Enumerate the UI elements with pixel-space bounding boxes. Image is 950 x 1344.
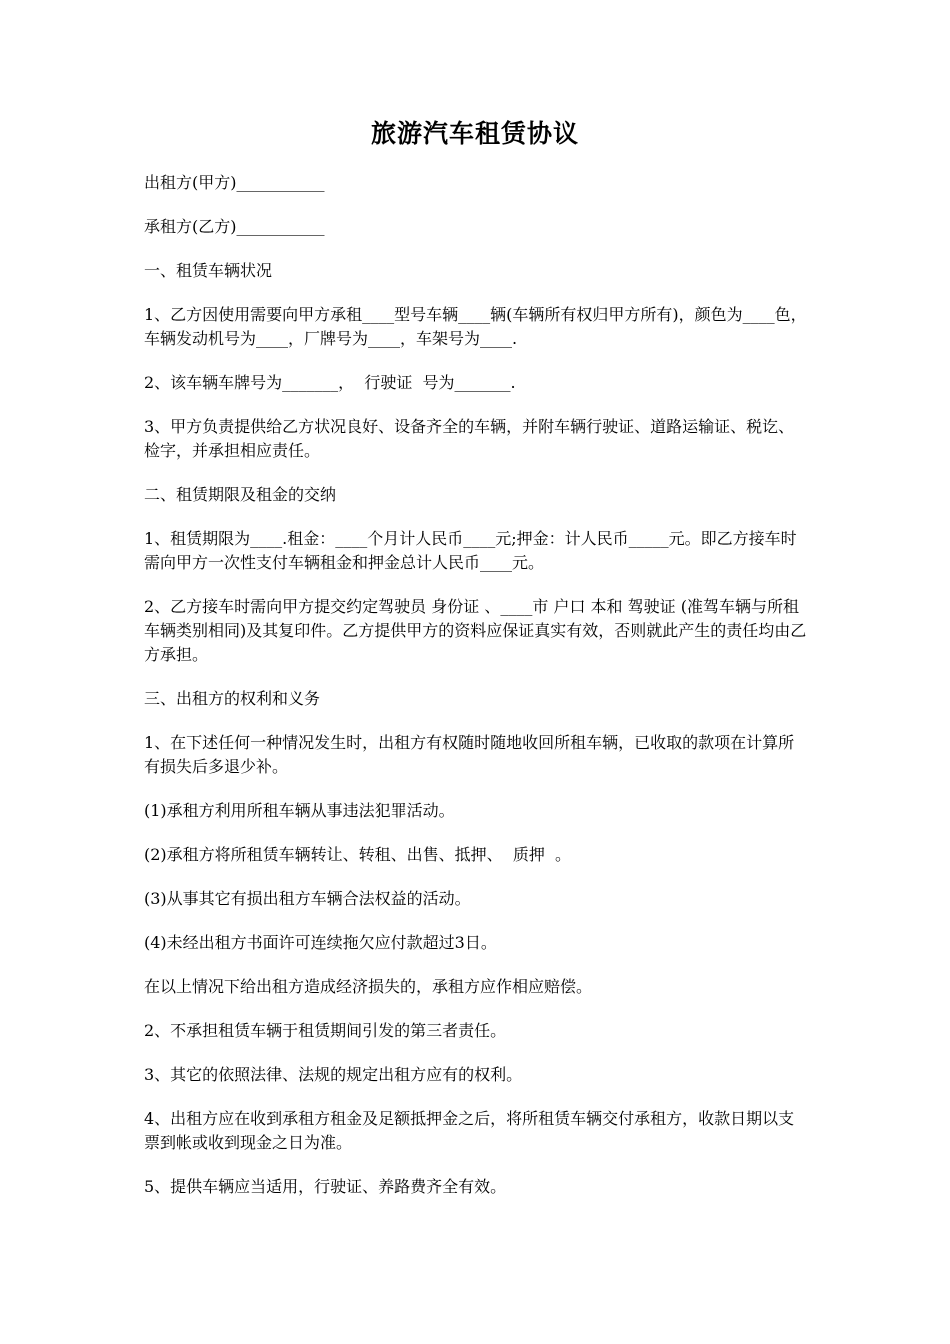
document-body <box>144 171 809 1219</box>
clause-rights-1-item-3: (3)从事其它有损出租方车辆合法权益的活动。 <box>144 889 471 908</box>
section-heading-lessor-rights: 三、出租方的权利和义务 <box>144 689 321 708</box>
clause-rights-1-item-1: (1)承租方利用所租车辆从事违法犯罪活动。 <box>144 801 455 820</box>
clause-rights-5: 5、提供车辆应当适用，行驶证、养路费齐全有效。 <box>144 1177 507 1196</box>
clause-vehicle-1: 1、乙方因使用需要向甲方承租____型号车辆____辆(车辆所有权归甲方所有)，颜色为____色，车辆发动机号为____，厂牌号为____，车架号为____. <box>144 305 807 348</box>
clause-vehicle-2: 2、该车辆车牌号为_______， 行驶证 号为_______. <box>144 373 516 392</box>
lessor-line: 出租方(甲方)___________ <box>144 173 325 192</box>
clause-term-2: 2、乙方接车时需向甲方提交约定驾驶员 身份证 、____市 户口 本和 驾驶证 (准驾车辆与所租车辆类别相同)及其复印件。乙方提供甲方的资料应保证真实有效，否则就此产生的责任均由乙方承担。 <box>144 597 807 664</box>
clause-rights-3: 3、其它的依照法律、法规的规定出租方应有的权利。 <box>144 1065 523 1084</box>
clause-rights-1-item-4: (4)未经出租方书面许可连续拖欠应付款超过3日。 <box>144 933 497 952</box>
clause-rights-1: 1、在下述任何一种情况发生时，出租方有权随时随地收回所租车辆，已收取的款项在计算所有损失后多退少补。 <box>144 733 795 776</box>
clause-rights-4: 4、出租方应在收到承租方租金及足额抵押金之后，将所租赁车辆交付承租方，收款日期以支票到帐或收到现金之日为准。 <box>144 1109 795 1152</box>
clause-rights-1-item-2: (2)承租方将所租赁车辆转让、转租、出售、抵押、 质押 。 <box>144 845 572 864</box>
clause-rights-1-compensation: 在以上情况下给出租方造成经济损失的，承租方应作相应赔偿。 <box>144 977 593 996</box>
lessee-line: 承租方(乙方)___________ <box>144 217 325 236</box>
section-heading-vehicle: 一、租赁车辆状况 <box>144 261 273 280</box>
document-title: 旅游汽车租赁协议 <box>370 119 579 148</box>
clause-vehicle-3: 3、甲方负责提供给乙方状况良好、设备齐全的车辆，并附车辆行驶证、道路运输证、税讫、检字，并承担相应责任。 <box>144 417 795 460</box>
clause-rights-2: 2、不承担租赁车辆于租赁期间引发的第三者责任。 <box>144 1021 507 1040</box>
section-heading-term-rent: 二、租赁期限及租金的交纳 <box>144 485 337 504</box>
clause-term-1: 1、租赁期限为____.租金：____个月计人民币____元;押金：计人民币_____元。即乙方接车时需向甲方一次性支付车辆租金和押金总计人民币____元。 <box>144 529 797 572</box>
